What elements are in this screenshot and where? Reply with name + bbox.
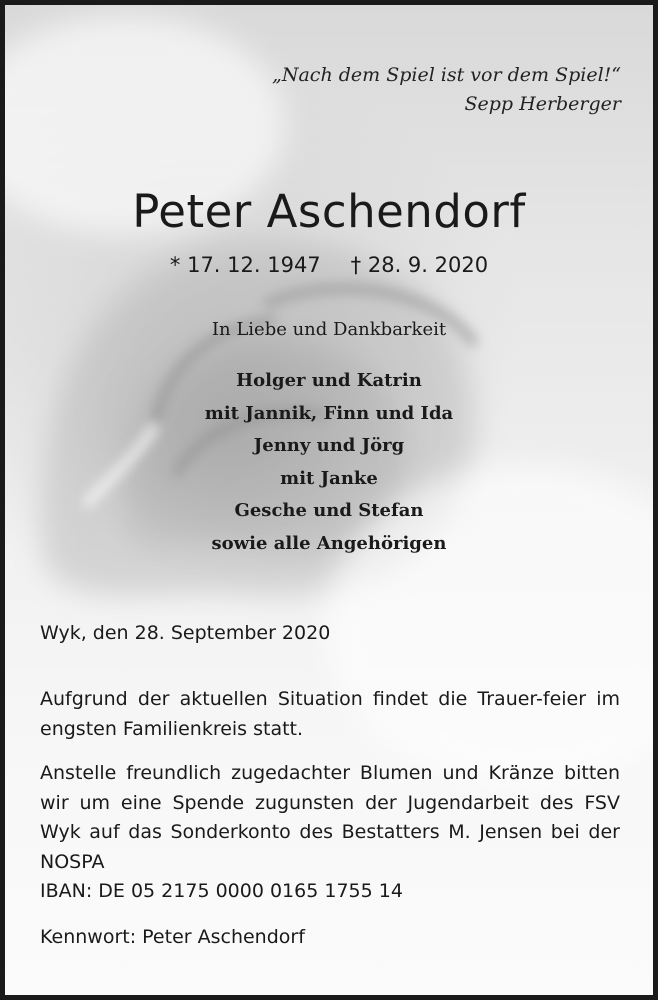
mourner-line: Gesche und Stefan <box>234 500 424 521</box>
obituary-notice <box>5 5 653 995</box>
death-date: † 28. 9. 2020 <box>350 253 489 277</box>
mourner-line: sowie alle Angehörigen <box>211 532 447 554</box>
mourners-list <box>5 365 653 560</box>
deceased-name: Peter Aschendorf <box>132 185 526 238</box>
donation-paragraph: Anstelle freundlich zugedachter Blumen und Kränze bitten wir um eine Spende zugunsten der Jugendarbeit des FSV Wyk auf das Sonderkonto des Bestatters M. Jensen bei der NOSPA <box>40 762 620 873</box>
birth-date: * 17. 12. 1947 <box>169 253 321 277</box>
intro-line: In Liebe und Dankbarkeit <box>211 319 447 340</box>
mourner-line: mit Janke <box>280 467 378 489</box>
place-and-date: Wyk, den 28. September 2020 <box>40 622 331 644</box>
life-dates <box>5 253 653 277</box>
quote-author: Sepp Herberger <box>464 93 621 115</box>
mourner-line: Holger und Katrin <box>236 370 422 391</box>
mourner-line: mit Jannik, Finn und Ida <box>204 402 454 424</box>
kennwort-line: Kennwort: Peter Aschendorf <box>40 926 305 948</box>
funeral-notice-paragraph: Aufgrund der aktuellen Situation findet die Trauer-feier im engsten Familienkreis statt. <box>40 688 620 740</box>
iban-line: IBAN: DE 05 2175 0000 0165 1755 14 <box>40 880 403 902</box>
mourner-line: Jenny und Jörg <box>253 435 405 456</box>
quote-text: „Nach dem Spiel ist vor dem Spiel!“ <box>272 64 621 86</box>
quote-block <box>272 61 621 119</box>
